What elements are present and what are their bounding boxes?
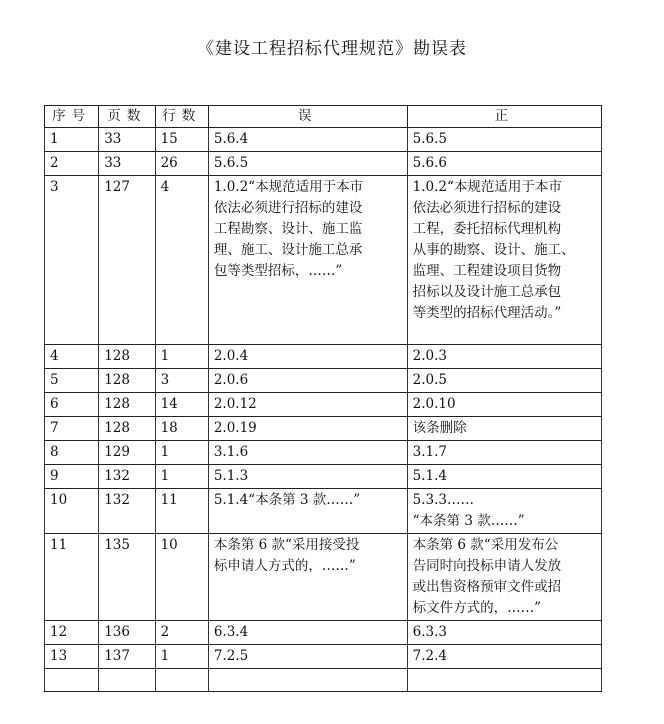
row-number: 7 (45, 417, 99, 441)
page-number: 128 (99, 393, 155, 417)
wrong-text (208, 152, 407, 176)
table-row (45, 345, 602, 369)
wrong-text-line: 2.0.4 (213, 348, 249, 364)
right-text-line: 2.0.5 (412, 372, 447, 388)
row-number: 12 (45, 621, 99, 645)
right-text (407, 152, 601, 176)
right-text-line: 告同时向投标申请人发放 (412, 558, 562, 574)
line-number: 1 (155, 345, 208, 369)
errata-table (44, 105, 602, 692)
line-number: 1 (155, 441, 208, 465)
row-number: 2 (45, 152, 99, 176)
right-text-line: 等类型的招标代理活动。” (412, 305, 562, 321)
wrong-text-line: 5.6.4 (213, 131, 249, 147)
right-text-line: 从事的勘察、设计、施工、 (412, 242, 575, 258)
table-row (45, 393, 602, 417)
header-page: 页数 (99, 106, 155, 128)
table-row (45, 465, 602, 489)
wrong-text-line: 2.0.6 (213, 372, 249, 388)
page-number: 135 (99, 534, 155, 621)
right-text-line: 5.6.5 (412, 131, 447, 147)
right-text-line: 5.3.3…… (412, 492, 474, 508)
table-row (45, 417, 602, 441)
table-row (45, 369, 602, 393)
table-row (45, 441, 602, 465)
right-text (407, 621, 601, 645)
wrong-text-line: 2.0.19 (213, 420, 257, 436)
header-right: 正 (407, 106, 601, 128)
wrong-text-line: 理、施工、设计施工总承 (213, 242, 363, 258)
right-text-line: 5.1.4 (412, 468, 447, 484)
right-text-line: “本条第 3 款……” (412, 513, 525, 529)
page-number: 128 (99, 345, 155, 369)
line-number: 3 (155, 369, 208, 393)
right-text-line: 3.1.7 (412, 444, 447, 460)
page-number: 132 (99, 489, 155, 534)
right-text (407, 345, 601, 369)
table-row (45, 621, 602, 645)
wrong-text-line: 依法必须进行招标的建设 (213, 200, 363, 216)
line-number: 15 (155, 128, 208, 152)
right-text (407, 465, 601, 489)
line-number: 4 (155, 176, 208, 345)
wrong-text (208, 345, 407, 369)
right-text (407, 645, 601, 669)
right-text-line: 依法必须进行招标的建设 (412, 200, 562, 216)
wrong-text (208, 176, 407, 345)
empty-cell (99, 669, 155, 692)
right-text-line: 5.6.6 (412, 155, 447, 171)
line-number: 11 (155, 489, 208, 534)
page-number: 33 (99, 128, 155, 152)
row-number: 11 (45, 534, 99, 621)
right-text (407, 534, 601, 621)
empty-cell (45, 669, 99, 692)
wrong-text-line: 5.1.4“本条第 3 款……” (213, 492, 361, 508)
table-header-row (45, 106, 602, 128)
right-text (407, 128, 601, 152)
row-number: 9 (45, 465, 99, 489)
right-text-line: 2.0.3 (412, 348, 447, 364)
right-text-line: 工程，委托招标代理机构 (412, 221, 562, 237)
right-text (407, 369, 601, 393)
wrong-text-line: 5.6.5 (213, 155, 249, 171)
line-number: 14 (155, 393, 208, 417)
wrong-text (208, 441, 407, 465)
wrong-text-line: 工程勘察、设计、施工监 (213, 221, 363, 237)
wrong-text (208, 489, 407, 534)
wrong-text-line: 本条第 6 款“采用接受投 (213, 537, 360, 553)
page-number: 136 (99, 621, 155, 645)
empty-cell (407, 669, 601, 692)
right-text-line: 监理、工程建设项目货物 (412, 263, 562, 279)
page-number: 33 (99, 152, 155, 176)
right-text-line: 该条删除 (412, 420, 467, 436)
right-text (407, 441, 601, 465)
table-row (45, 489, 602, 534)
table-row (45, 176, 602, 345)
right-text (407, 393, 601, 417)
wrong-text (208, 417, 407, 441)
table-row (45, 152, 602, 176)
page-number: 128 (99, 417, 155, 441)
right-text-line: 或出售资格预审文件或招 (412, 579, 562, 595)
wrong-text-line: 标申请人方式的，……” (213, 558, 356, 574)
wrong-text-line: 1.0.2“本规范适用于本市 (213, 179, 364, 195)
table-row (45, 128, 602, 152)
row-number: 5 (45, 369, 99, 393)
line-number: 2 (155, 621, 208, 645)
row-number: 4 (45, 345, 99, 369)
empty-cell (155, 669, 208, 692)
line-number: 26 (155, 152, 208, 176)
table-row (45, 645, 602, 669)
row-number: 8 (45, 441, 99, 465)
document-title: 《建设工程招标代理规范》勘误表 (197, 39, 467, 59)
wrong-text-line: 3.1.6 (213, 444, 249, 460)
page-number: 128 (99, 369, 155, 393)
row-number: 6 (45, 393, 99, 417)
wrong-text-line: 6.3.4 (213, 624, 249, 640)
wrong-text-line: 2.0.12 (213, 396, 257, 412)
right-text (407, 176, 601, 345)
wrong-text (208, 369, 407, 393)
wrong-text (208, 621, 407, 645)
line-number: 1 (155, 645, 208, 669)
row-number: 1 (45, 128, 99, 152)
page-number: 132 (99, 465, 155, 489)
empty-row (45, 669, 602, 692)
wrong-text-line: 7.2.5 (213, 648, 249, 664)
page-number: 137 (99, 645, 155, 669)
table-row (45, 534, 602, 621)
wrong-text (208, 465, 407, 489)
right-text-line: 标文件方式的，……” (412, 600, 542, 616)
right-text-line: 6.3.3 (412, 624, 447, 640)
right-text-line: 本条第 6 款“采用发布公 (412, 537, 559, 553)
line-number: 18 (155, 417, 208, 441)
line-number: 1 (155, 465, 208, 489)
right-text (407, 489, 601, 534)
wrong-text (208, 534, 407, 621)
right-text-line: 1.0.2“本规范适用于本市 (412, 179, 562, 195)
empty-cell (208, 669, 407, 692)
wrong-text (208, 645, 407, 669)
row-number: 13 (45, 645, 99, 669)
right-text-line: 招标以及设计施工总承包 (412, 284, 562, 300)
header-line: 行数 (155, 106, 208, 128)
page-number: 129 (99, 441, 155, 465)
page-number: 127 (99, 176, 155, 345)
header-wrong: 误 (208, 106, 407, 128)
row-number: 10 (45, 489, 99, 534)
wrong-text-line: 包等类型招标，……” (213, 263, 343, 279)
wrong-text (208, 393, 407, 417)
right-text-line: 7.2.4 (412, 648, 447, 664)
header-no: 序号 (45, 106, 99, 128)
row-number: 3 (45, 176, 99, 345)
wrong-text-line: 5.1.3 (213, 468, 249, 484)
line-number: 10 (155, 534, 208, 621)
right-text-line: 2.0.10 (412, 396, 456, 412)
right-text (407, 417, 601, 441)
wrong-text (208, 128, 407, 152)
